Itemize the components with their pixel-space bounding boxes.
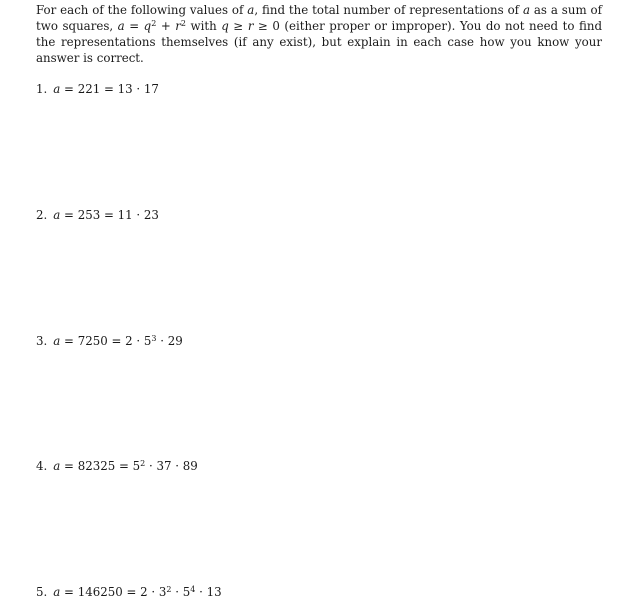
math-var-a: a	[117, 19, 125, 33]
math-exponent: 2	[180, 19, 187, 28]
math-var-a: a	[53, 334, 61, 348]
math-var-a: a	[53, 82, 61, 96]
problem-equation: = 146250 = 2 · 3	[60, 585, 167, 599]
problem-equation: = 253 = 11 · 23	[60, 208, 159, 222]
problem-equation: · 37 · 89	[145, 459, 198, 473]
problem-5	[36, 584, 222, 600]
math-var-q: q	[221, 19, 229, 33]
math-operator: ≥	[228, 19, 248, 33]
math-exponent: 4	[190, 585, 196, 594]
math-var-a: a	[522, 3, 530, 17]
math-var-a: a	[53, 208, 61, 222]
intro-text: , find the total number of representations of	[254, 3, 523, 17]
math-operator: =	[124, 19, 144, 33]
problem-4	[36, 458, 198, 474]
math-operator: ≥ 0	[253, 19, 280, 33]
math-exponent: 2	[166, 585, 172, 594]
math-exponent: 3	[151, 334, 157, 343]
problem-equation: = 7250 = 2 · 5	[60, 334, 152, 348]
problem-number: 5.	[36, 585, 48, 599]
problem-equation: = 221 = 13 · 17	[60, 82, 159, 96]
problem-number: 1.	[36, 82, 48, 96]
math-exponent: 2	[140, 459, 146, 468]
intro-text: For each of the following values of	[36, 3, 248, 17]
math-var-r: r	[175, 19, 181, 33]
problem-number: 4.	[36, 459, 48, 473]
math-var-r: r	[247, 19, 254, 33]
intro-paragraph	[36, 2, 602, 66]
intro-text: (either proper or improper). You do not need to find the representations themselves (if any exist), but explain in each case how you know your answer is correct.	[36, 19, 603, 65]
math-var-q: q	[143, 19, 152, 33]
intro-text: as a sum of two squares,	[36, 3, 602, 33]
problem-number: 3.	[36, 334, 48, 348]
problem-number: 2.	[36, 208, 48, 222]
problem-2	[36, 207, 159, 223]
math-var-a: a	[53, 585, 61, 599]
problem-equation: · 29	[156, 334, 183, 348]
problem-equation: · 13	[195, 585, 222, 599]
math-var-a: a	[53, 459, 61, 473]
problem-equation: = 82325 = 5	[60, 459, 141, 473]
problem-equation: · 5	[171, 585, 191, 599]
problem-3	[36, 333, 183, 349]
math-var-a: a	[247, 3, 255, 17]
intro-text: with	[186, 19, 222, 33]
problem-1	[36, 81, 159, 97]
math-exponent: 2	[151, 19, 157, 28]
math-operator: +	[156, 19, 176, 33]
